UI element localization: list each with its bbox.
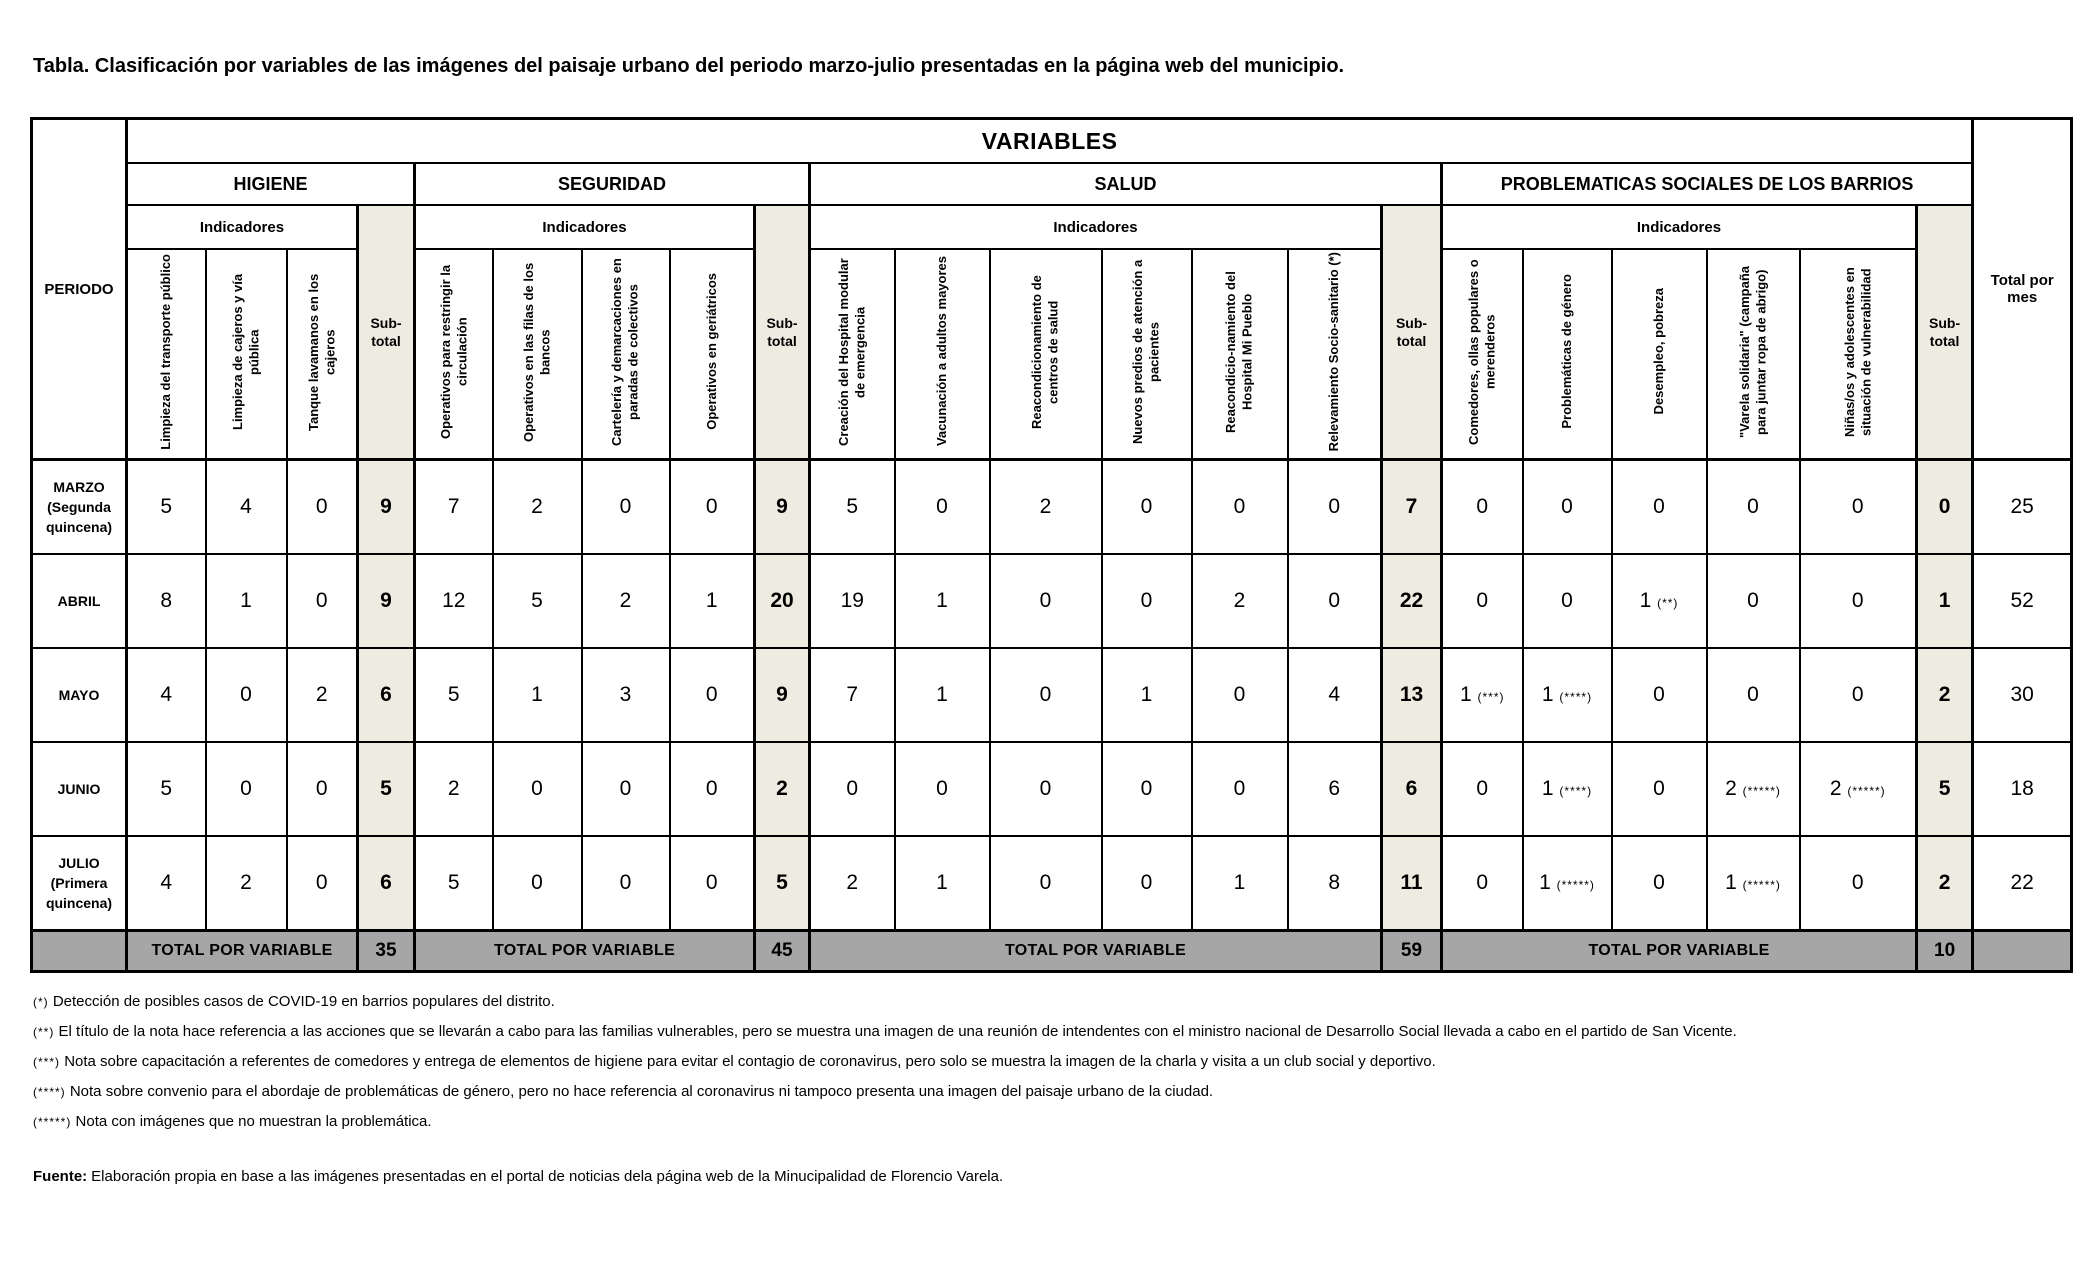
total-por-mes-header: Total por mes [1973,119,2072,460]
column-header [493,249,582,460]
subtotal-cell: 2 [1917,836,1973,931]
data-cell: 0 [1442,554,1523,648]
data-cell: 0 [670,460,755,555]
column-header-label: Operativos para restringir la circulación [437,264,469,439]
table-row [32,554,2072,648]
table-header [32,119,2072,460]
column-header [895,249,990,460]
column-header-label: Relevamiento Socio-sanitario (*) [1326,251,1342,452]
footnote-marker: (****) [33,1085,66,1099]
total-por-variable-label: TOTAL POR VARIABLE [127,931,358,972]
indicadores-label: Indicadores [1442,205,1917,249]
data-cell: 8 [1288,836,1382,931]
data-cell: 1 [206,554,287,648]
footnote-text: Nota con imágenes que no muestran la problemática. [75,1113,432,1130]
footnote-text: Nota sobre convenio para el abordaje de problemáticas de género, pero no hace referencia al coronavirus ni tampoco presenta una imagen del paisaje urbano de la ciudad. [69,1083,1214,1100]
footnote-marker: (****) [1559,690,1593,704]
data-cell: 0 [1707,460,1800,555]
data-cell: 5 [127,460,206,555]
footnote-marker: (*****) [1847,784,1886,798]
subtotal-cell: 6 [358,836,415,931]
total-por-variable-label: TOTAL POR VARIABLE [415,931,755,972]
data-cell: 5 [810,460,895,555]
data-cell: 0 [1442,460,1523,555]
data-cell: 0 [1612,836,1707,931]
data-cell: 0 [1800,460,1917,555]
data-cell: 0 [582,460,670,555]
data-cell: 3 [582,648,670,742]
footnote-marker: (*****) [1556,878,1595,892]
data-cell: 6 [1288,742,1382,836]
column-header [1102,249,1192,460]
data-cell: 1 [1192,836,1288,931]
column-header [1192,249,1288,460]
footnote-text: El título de la nota hace referencia a las acciones que se llevarán a cabo para las familias vulnerables, pero se muestra una imagen de una reunión de intendentes con el ministro nacional de Desarrollo Social llevada a cabo en el partido de San Vicente. [58,1023,1737,1040]
footnote [33,993,1737,1023]
data-cell: 0 [1707,648,1800,742]
footnote-marker: (*****) [1742,878,1781,892]
subtotal-cell: 5 [755,836,810,931]
periodo-header: PERIODO [32,119,127,460]
data-cell: 7 [415,460,493,555]
column-header-label: Desempleo, pobreza [1650,288,1666,415]
subtotal-cell: 5 [358,742,415,836]
source-line [33,1168,1003,1185]
total-mes-cell: 22 [1973,836,2072,931]
data-cell: 2 [582,554,670,648]
column-header-label: Problemáticas de género [1558,274,1574,429]
data-cell: 0 [1612,460,1707,555]
data-cell: 0 [1102,554,1192,648]
data-cell: 0 [1288,460,1382,555]
data-cell: 2 [415,742,493,836]
data-cell: 0 [1523,460,1612,555]
footnote-marker: (***) [1477,690,1505,704]
data-cell: 0 [1192,460,1288,555]
data-cell: 0 [670,742,755,836]
data-cell: 5 [415,836,493,931]
table-footer [32,931,2072,972]
data-cell: 0 [1800,554,1917,648]
data-cell: 4 [127,836,206,931]
total-row-corner [1973,931,2072,972]
footnote-marker: (**) [1657,596,1679,610]
table-row [32,836,2072,931]
data-cell: 0 [895,460,990,555]
footnotes [33,993,1737,1143]
column-header [415,249,493,460]
table-body [32,460,2072,931]
indicadores-label: Indicadores [415,205,755,249]
subtotal-header: Sub-total [358,205,415,460]
data-cell: 0 [287,554,358,648]
data-cell: 12 [415,554,493,648]
footnote [33,1053,1737,1083]
column-header [1612,249,1707,460]
group-header-higiene: HIGIENE [127,163,415,205]
data-cell: 0 [670,648,755,742]
data-cell: 1 (****) [1523,648,1612,742]
column-header-label: Tanque lavamanos en los cajeros [305,272,337,431]
data-cell: 0 [1523,554,1612,648]
footnote [33,1023,1737,1053]
subtotal-cell: 0 [1917,460,1973,555]
data-cell: 0 [895,742,990,836]
data-cell: 0 [1102,460,1192,555]
data-cell: 1 [895,836,990,931]
subtotal-cell: 6 [358,648,415,742]
data-cell: 2 [493,460,582,555]
subtotal-cell: 2 [1917,648,1973,742]
data-cell: 1 (***) [1442,648,1523,742]
total-value-seguridad: 45 [755,931,810,972]
total-row-corner [32,931,127,972]
data-cell: 0 [1102,742,1192,836]
column-header-label: Nuevos predios de atención a pacientes [1130,259,1162,444]
data-cell: 8 [127,554,206,648]
footnote-marker: (*****) [1742,784,1781,798]
subtotal-cell: 22 [1382,554,1442,648]
column-header [990,249,1102,460]
total-por-variable-label: TOTAL POR VARIABLE [1442,931,1917,972]
subtotal-cell: 20 [755,554,810,648]
period-cell: MAYO [32,648,127,742]
period-cell: ABRIL [32,554,127,648]
data-cell: 1 (*****) [1523,836,1612,931]
column-header-label: Operativos en las filas de los bancos [520,261,552,442]
header-row-indicadores [32,205,2072,249]
column-header-label: Limpieza de cajeros y vía pública [229,273,261,430]
data-cell: 2 (*****) [1800,742,1917,836]
column-header [670,249,755,460]
column-header-label: "Varela solidaria" (campaña para juntar ropa de abrigo) [1736,265,1768,438]
page-title: Tabla. Clasificación por variables de las imágenes del paisaje urbano del periodo marzo-julio presentadas en la página web del municipio. [33,55,1345,77]
data-cell: 1 (**) [1612,554,1707,648]
total-mes-cell: 52 [1973,554,2072,648]
column-header [810,249,895,460]
data-cell: 0 [990,648,1102,742]
data-cell: 1 [895,554,990,648]
table-row [32,648,2072,742]
group-header-seguridad: SEGURIDAD [415,163,810,205]
column-header-label: Creación del Hospital modular de emergencia [836,257,868,446]
header-row-groups [32,163,2072,205]
data-cell: 0 [287,836,358,931]
data-cell: 19 [810,554,895,648]
classification-table [30,117,2073,973]
total-mes-cell: 18 [1973,742,2072,836]
column-header-label: Limpieza del transporte público [158,253,174,450]
column-header [206,249,287,460]
data-cell: 0 [1288,554,1382,648]
column-header-label: Reacondicio-namiento del Hospital Mi Pueblo [1223,270,1255,433]
subtotal-cell: 1 [1917,554,1973,648]
subtotal-cell: 5 [1917,742,1973,836]
data-cell: 0 [990,836,1102,931]
total-value-higiene: 35 [358,931,415,972]
subtotal-header: Sub-total [1382,205,1442,460]
group-header-salud: SALUD [810,163,1442,205]
total-value-problematicas: 10 [1917,931,1973,972]
source-text: Elaboración propia en base a las imágenes presentadas en el portal de noticias dela página web de la Minucipalidad de Florencio Varela. [91,1168,1004,1185]
data-cell: 0 [810,742,895,836]
footnote-marker: (***) [33,1055,61,1069]
subtotal-cell: 9 [358,460,415,555]
indicadores-label: Indicadores [810,205,1382,249]
data-cell: 0 [582,836,670,931]
column-header-label: Operativos en geriátricos [703,273,719,430]
column-header-label: Comedores, ollas populares o merenderos [1466,258,1498,445]
period-cell: MARZO (Segunda quincena) [32,460,127,555]
column-header [1288,249,1382,460]
column-header [127,249,206,460]
data-cell: 1 [670,554,755,648]
footnote-marker: (*) [33,995,49,1009]
data-cell: 0 [1707,554,1800,648]
data-cell: 2 (*****) [1707,742,1800,836]
data-cell: 0 [990,742,1102,836]
data-cell: 1 (*****) [1707,836,1800,931]
data-cell: 0 [582,742,670,836]
column-header [287,249,358,460]
footnote [33,1113,1737,1143]
data-cell: 0 [206,648,287,742]
column-header [1442,249,1523,460]
data-cell: 0 [206,742,287,836]
column-header [1523,249,1612,460]
data-cell: 1 [1102,648,1192,742]
data-cell: 0 [493,742,582,836]
data-cell: 5 [415,648,493,742]
data-cell: 5 [127,742,206,836]
subtotal-cell: 9 [755,648,810,742]
column-header-label: Niñas/os y adolescentes en situación de vulnerabilidad [1841,266,1873,437]
data-cell: 2 [287,648,358,742]
footnote [33,1083,1737,1113]
subtotal-cell: 9 [358,554,415,648]
table-row [32,460,2072,555]
subtotal-header: Sub-total [1917,205,1973,460]
header-row-variables [32,119,2072,164]
data-cell: 4 [1288,648,1382,742]
footnote-marker: (**) [33,1025,55,1039]
indicadores-label: Indicadores [127,205,358,249]
data-cell: 0 [1612,648,1707,742]
data-cell: 0 [287,742,358,836]
total-mes-cell: 30 [1973,648,2072,742]
data-cell: 1 (****) [1523,742,1612,836]
subtotal-cell: 2 [755,742,810,836]
group-header-problematicas: PROBLEMATICAS SOCIALES DE LOS BARRIOS [1442,163,1973,205]
total-por-variable-label: TOTAL POR VARIABLE [810,931,1382,972]
data-cell: 0 [1612,742,1707,836]
data-cell: 2 [1192,554,1288,648]
subtotal-cell: 13 [1382,648,1442,742]
data-cell: 0 [1800,836,1917,931]
data-cell: 2 [990,460,1102,555]
data-cell: 4 [127,648,206,742]
data-cell: 2 [206,836,287,931]
subtotal-cell: 6 [1382,742,1442,836]
data-cell: 0 [493,836,582,931]
data-cell: 0 [1102,836,1192,931]
data-cell: 5 [493,554,582,648]
source-label: Fuente: [33,1168,88,1185]
subtotal-cell: 7 [1382,460,1442,555]
data-cell: 0 [1192,742,1288,836]
variables-header: VARIABLES [127,119,1973,164]
column-header-label: Cartelería y demarcaciones en paradas de colectivos [609,257,641,446]
data-cell: 1 [895,648,990,742]
footnote-marker: (*****) [33,1115,72,1129]
data-cell: 0 [670,836,755,931]
column-header-label: Vacunación a adultos mayores [933,256,949,447]
footnote-text: Nota sobre capacitación a referentes de comedores y entrega de elementos de higiene para evitar el contagio de coronavirus, pero solo se muestra la imagen de la charla y visita a un club social y deportivo. [64,1053,1436,1070]
period-cell: JULIO (Primera quincena) [32,836,127,931]
subtotal-cell: 11 [1382,836,1442,931]
data-cell: 0 [1442,742,1523,836]
data-cell: 1 [493,648,582,742]
total-mes-cell: 25 [1973,460,2072,555]
column-header-label: Reacondicionamiento de centros de salud [1029,274,1061,429]
footnote-text: Detección de posibles casos de COVID-19 en barrios populares del distrito. [52,993,555,1010]
column-header [1800,249,1917,460]
footnote-marker: (****) [1559,784,1593,798]
data-cell: 0 [287,460,358,555]
column-header [582,249,670,460]
subtotal-cell: 9 [755,460,810,555]
data-cell: 0 [990,554,1102,648]
table-row [32,742,2072,836]
total-row [32,931,2072,972]
column-header [1707,249,1800,460]
total-value-salud: 59 [1382,931,1442,972]
data-cell: 0 [1442,836,1523,931]
header-row-indicators [32,249,2072,460]
data-cell: 4 [206,460,287,555]
data-cell: 7 [810,648,895,742]
subtotal-header: Sub-total [755,205,810,460]
data-cell: 2 [810,836,895,931]
data-cell: 0 [1192,648,1288,742]
period-cell: JUNIO [32,742,127,836]
data-cell: 0 [1800,648,1917,742]
